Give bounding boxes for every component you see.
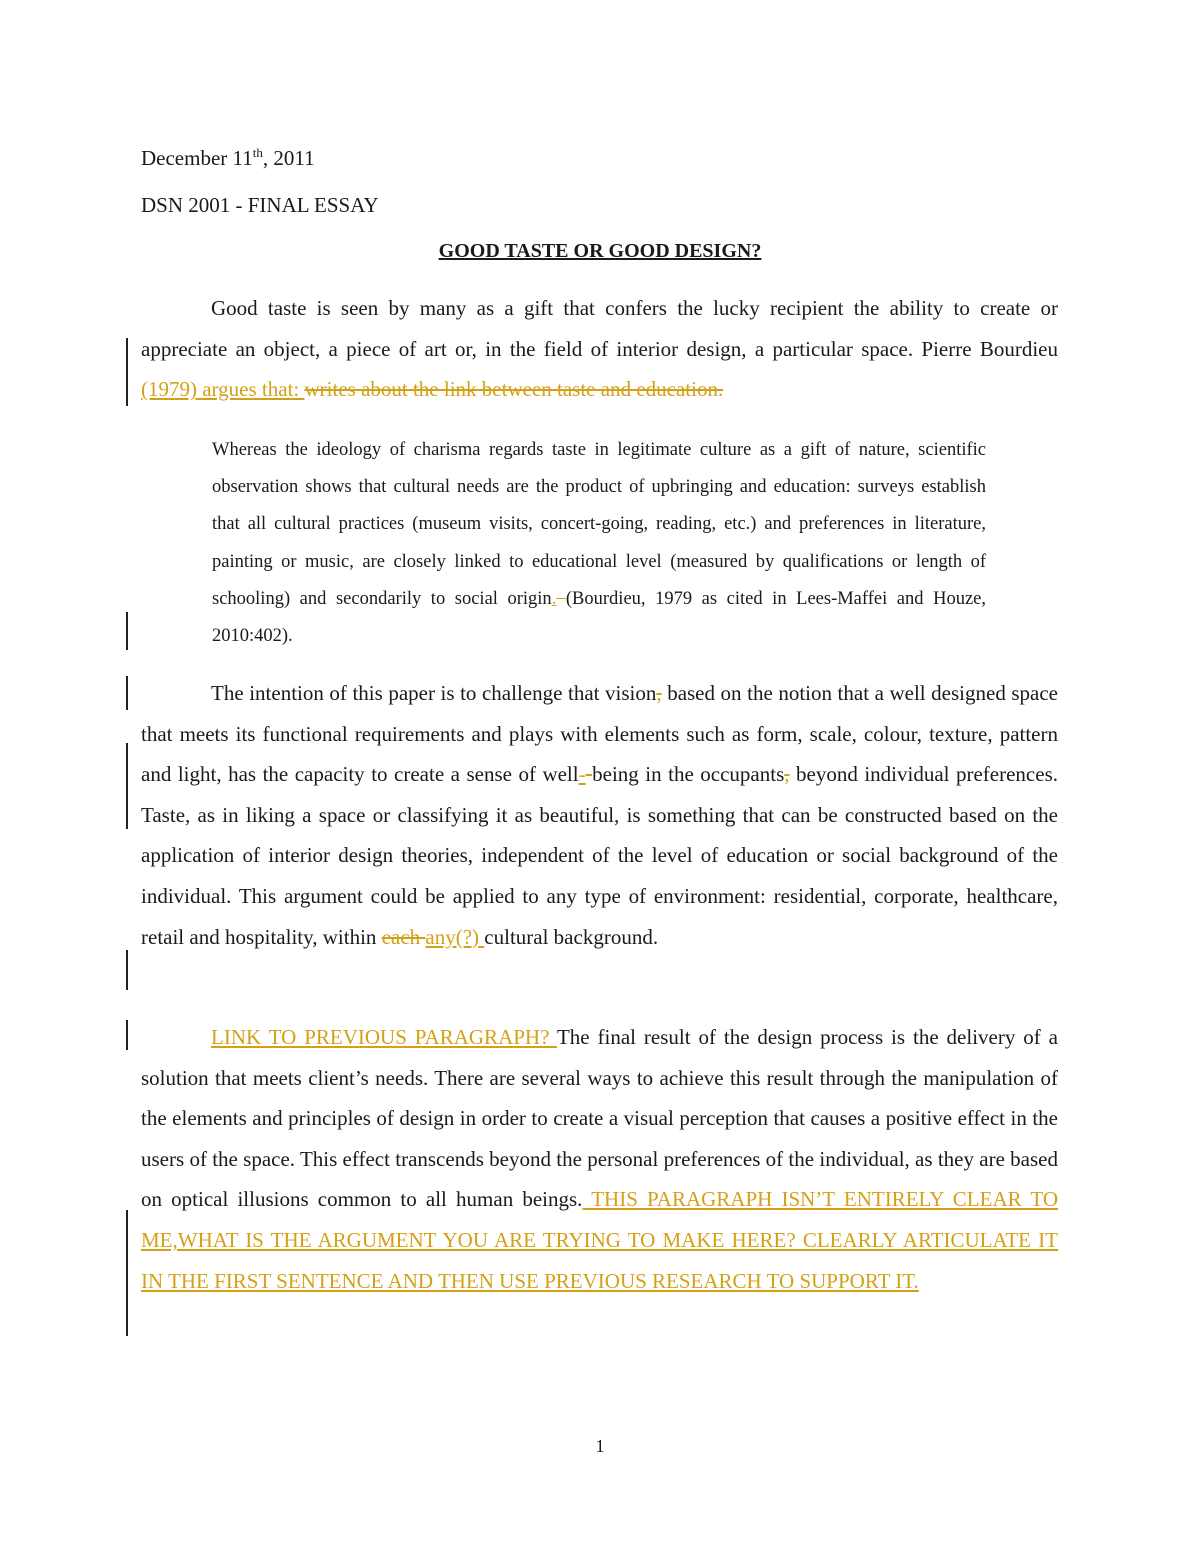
paragraph-2-text: cultural background. — [484, 924, 659, 949]
paragraph-2-text: being in the occupants — [592, 762, 785, 787]
paragraph-2-text: based on the notion that a well designed space that meets its functional requirements and plays with elements such as form, scale, colour, texture, pattern and light, has the capacity to create a sense of well — [141, 681, 1059, 787]
page-number: 1 — [595, 1436, 605, 1456]
change-bar — [126, 612, 128, 650]
paragraph-2-text: The intention of this paper is to challenge that vision — [211, 681, 657, 705]
paragraph-2 — [141, 673, 1058, 957]
tracked-insertion: . — [551, 588, 557, 609]
paragraph-3 — [141, 1017, 1058, 1301]
change-bar — [126, 1210, 128, 1336]
tracked-insertion: LINK TO PREVIOUS PARAGRAPH? — [211, 1025, 557, 1049]
date-line — [141, 146, 315, 170]
tracked-insertion: - — [578, 762, 586, 787]
change-bar — [126, 676, 128, 710]
change-bar — [126, 338, 128, 406]
quote-text: Whereas the ideology of charisma regards taste in legitimate culture as a gift of nature, scientific observation shows that cultural needs are the product of upbringing and education: surveys establish that all cultural practices (museum visits, concert-going, reading, etc.) and preferences in literature, painting or music, are closely linked to educational level (measured by qualifications or length of schooling) and secondarily to social origin — [212, 440, 986, 609]
date-year: , 2011 — [262, 146, 315, 170]
date-text: December 11 — [141, 146, 253, 170]
change-bar — [126, 1020, 128, 1050]
paragraph-3-text: The final result of the design process is the delivery of a solution that meets client’s needs. There are several ways to achieve this result through the manipulation of the elements and principles of design in order to create a visual perception that causes a positive effect in the users of the space. This effect transcends beyond the personal preferences of the individual, as they are based on optical illusions common to all human beings. — [141, 1025, 1058, 1212]
tracked-deletion: , — [656, 681, 662, 705]
tracked-deletion: writes about the link between taste and education. — [304, 377, 724, 402]
reviewer-comment: THIS PARAGRAPH ISN’T ENTIRELY CLEAR TO ME,WHAT IS THE ARGUMENT YOU ARE TRYING TO MAKE HERE? CLEARLY ARTICULATE IT IN THE FIRST SENTENCE AND THEN USE PREVIOUS RESEARCH TO SUPPORT IT. — [141, 1187, 1059, 1293]
essay-title: GOOD TASTE OR GOOD DESIGN? — [438, 240, 762, 262]
tracked-insertion: (1979) argues that: — [141, 377, 305, 402]
paragraph-1-text: Good taste is seen by many as a gift that confers the lucky recipient the ability to create or appreciate an object, a piece of art or, in the field of interior design, a particular space. Pierre Bourdieu — [141, 296, 1058, 361]
tracked-deletion: , — [784, 762, 790, 787]
tracked-deletion — [556, 589, 566, 609]
change-bar — [126, 743, 128, 829]
block-quote — [212, 432, 986, 655]
tracked-deletion: each — [381, 924, 426, 949]
tracked-insertion: any(?) — [425, 924, 485, 949]
paragraph-1 — [141, 288, 1058, 410]
date-ordinal: th — [252, 145, 263, 160]
quote-citation: (Bourdieu, 1979 as cited in Lees-Maffei and Houze, 2010:402). — [212, 588, 986, 647]
change-bar — [126, 950, 128, 990]
paragraph-2-text: beyond individual preferences. Taste, as in liking a space or classifying it as beautiful, is something that can be constructed based on the application of interior design theories, independent of the level of education or social background of the individual. This argument could be applied to any type of environment: residential, corporate, healthcare, retail and hospitality, within — [141, 762, 1058, 949]
course-line: DSN 2001 - FINAL ESSAY — [141, 193, 379, 217]
